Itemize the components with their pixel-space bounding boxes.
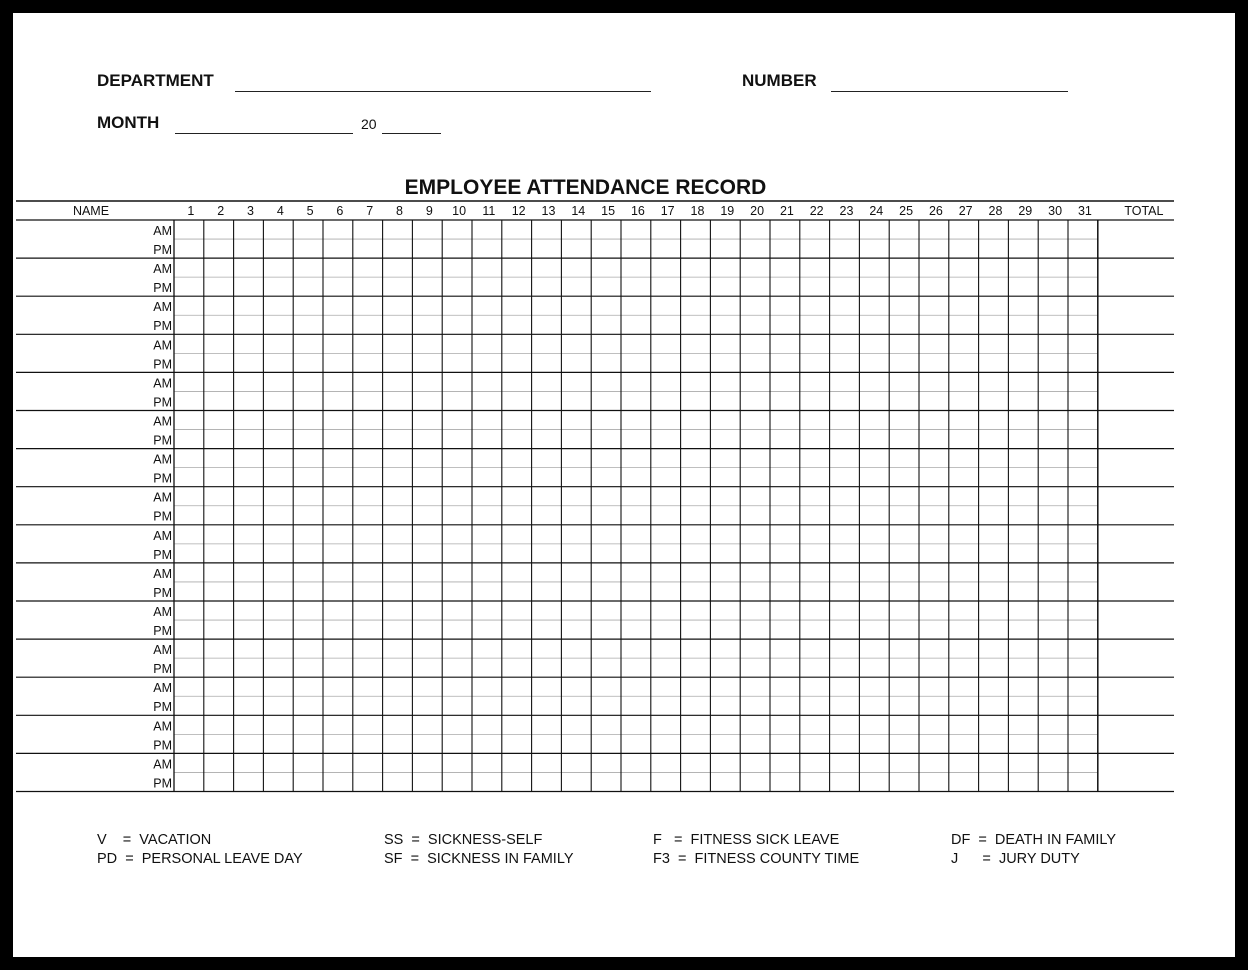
am-label: AM [153,566,172,581]
day-column-header: 31 [1077,204,1092,218]
am-label: AM [153,719,172,734]
legend-item: SS = SICKNESS-SELF [384,832,543,848]
am-label: AM [153,757,172,772]
day-column-header: 17 [660,204,675,218]
am-label: AM [153,681,172,696]
am-label: AM [153,528,172,543]
day-column-header: 28 [988,204,1003,218]
pm-label: PM [153,433,172,448]
legend-column-3 [653,831,859,869]
day-column-header: 27 [958,204,973,218]
am-label: AM [153,376,172,391]
legend-column-1 [97,831,303,869]
legend-item: DF = DEATH IN FAMILY [951,832,1117,848]
day-column-header: 16 [630,204,645,218]
day-column-header: 10 [452,204,467,218]
form-title: EMPLOYEE ATTENDANCE RECORD [404,176,767,199]
day-column-header: 3 [247,204,254,218]
pm-label: PM [153,281,172,296]
am-label: AM [153,605,172,619]
pm-label: PM [153,776,172,791]
day-column-header: 7 [366,204,374,218]
am-label: AM [153,300,172,315]
pm-label: PM [153,395,172,410]
day-column-header: 13 [541,204,556,218]
am-label: AM [153,452,172,467]
am-label: AM [153,643,172,658]
legend-item: SF = SICKNESS IN FAMILY [384,851,574,867]
legend-item: PD = PERSONAL LEAVE DAY [97,851,303,867]
day-column-header: 6 [336,204,344,218]
day-column-header: 19 [720,204,735,218]
day-column-header: 26 [928,204,943,218]
pm-label: PM [153,471,172,486]
attendance-form-page [13,13,1235,957]
department-label: DEPARTMENT [97,71,214,90]
legend-item: F = FITNESS SICK LEAVE [653,832,840,848]
day-column-header: 9 [425,204,433,218]
attendance-grid [13,13,1235,957]
day-column-header: 24 [869,204,884,218]
pm-label: PM [153,700,172,715]
pm-label: PM [153,547,172,562]
day-column-header: 12 [511,204,526,218]
day-column-header: 4 [276,204,284,218]
day-column-header: 1 [187,204,195,218]
legend-item: V = VACATION [97,832,212,848]
pm-label: PM [153,585,172,600]
am-label: AM [153,414,172,429]
legend [13,831,1235,871]
day-column-header: 18 [690,204,705,218]
pm-label: PM [153,738,172,753]
am-label: AM [153,262,172,277]
day-column-header: 14 [571,204,586,218]
number-label: NUMBER [742,71,817,90]
am-label: AM [153,338,172,353]
legend-column-2 [384,831,574,869]
am-label: AM [153,490,172,505]
pm-label: PM [153,319,172,334]
day-column-header: 2 [217,204,225,218]
pm-label: PM [153,662,172,677]
pm-label: PM [153,243,172,257]
day-column-header: 22 [809,204,824,218]
month-label: MONTH [97,113,160,132]
day-column-header: 11 [482,204,496,218]
day-column-header: 23 [839,204,854,218]
day-column-header: 8 [396,204,403,218]
pm-label: PM [153,357,172,372]
day-column-header: 15 [601,204,616,218]
am-label: AM [153,224,172,238]
legend-item: F3 = FITNESS COUNTY TIME [653,851,860,867]
day-column-header: 5 [306,204,314,218]
day-column-header: 29 [1018,204,1033,218]
legend-item: J = JURY DUTY [951,851,1080,867]
year-prefix: 20 [361,116,377,132]
name-column-header: NAME [72,204,110,218]
day-column-header: 30 [1048,204,1063,218]
legend-column-4 [951,831,1116,869]
pm-label: PM [153,624,172,638]
day-column-header: 20 [750,204,765,218]
total-column-header: TOTAL [1124,204,1164,218]
day-column-header: 25 [899,204,914,218]
pm-label: PM [153,509,172,524]
day-column-header: 21 [779,204,794,218]
